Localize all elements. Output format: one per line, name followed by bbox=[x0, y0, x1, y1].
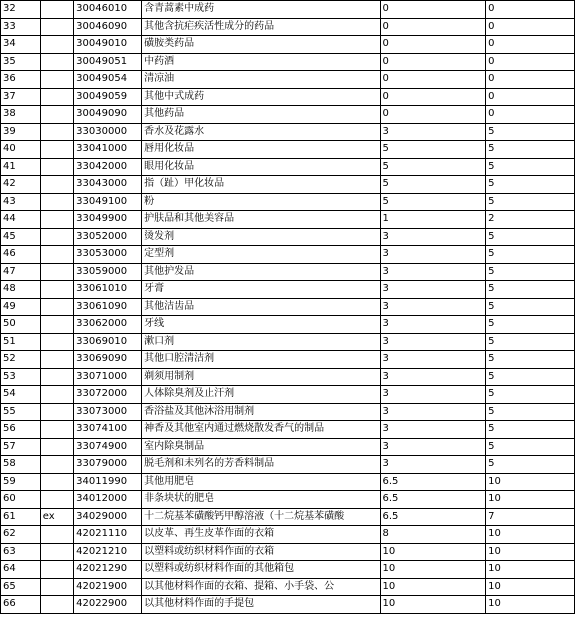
ex-marker-cell bbox=[40, 158, 73, 176]
ex-marker-cell bbox=[40, 438, 73, 456]
table-row bbox=[1, 246, 575, 264]
ex-marker-cell bbox=[40, 491, 73, 509]
row-number-cell: 42 bbox=[1, 176, 41, 194]
tariff-code-cell: 33062000 bbox=[74, 316, 142, 334]
table-row bbox=[1, 18, 575, 36]
table-row bbox=[1, 141, 575, 159]
ex-marker-cell bbox=[40, 561, 73, 579]
rate-1-cell: 5 bbox=[380, 193, 486, 211]
rate-1-cell: 3 bbox=[380, 246, 486, 264]
tariff-code-cell: 30049059 bbox=[74, 88, 142, 106]
rate-1-cell: 3 bbox=[380, 403, 486, 421]
row-number-cell: 38 bbox=[1, 106, 41, 124]
product-name-cell: 以其他材料作面的手提包 bbox=[142, 596, 380, 614]
table-row bbox=[1, 368, 575, 386]
tariff-code-cell: 33061010 bbox=[74, 281, 142, 299]
table-row bbox=[1, 158, 575, 176]
rate-1-cell: 0 bbox=[380, 88, 486, 106]
row-number-cell: 35 bbox=[1, 53, 41, 71]
rate-1-cell: 3 bbox=[380, 316, 486, 334]
product-name-cell: 磺胺类药品 bbox=[142, 36, 380, 54]
tariff-code-cell: 30046090 bbox=[74, 18, 142, 36]
ex-marker-cell bbox=[40, 193, 73, 211]
product-name-cell: 指（趾）甲化妆品 bbox=[142, 176, 380, 194]
tariff-code-cell: 34029000 bbox=[74, 508, 142, 526]
tariff-code-cell: 33059000 bbox=[74, 263, 142, 281]
row-number-cell: 66 bbox=[1, 596, 41, 614]
rate-2-cell: 0 bbox=[486, 1, 575, 19]
rate-1-cell: 8 bbox=[380, 526, 486, 544]
row-number-cell: 58 bbox=[1, 456, 41, 474]
product-name-cell: 牙膏 bbox=[142, 281, 380, 299]
row-number-cell: 36 bbox=[1, 71, 41, 89]
row-number-cell: 60 bbox=[1, 491, 41, 509]
row-number-cell: 41 bbox=[1, 158, 41, 176]
tariff-code-cell: 33074900 bbox=[74, 438, 142, 456]
table-row bbox=[1, 193, 575, 211]
product-name-cell: 其他用肥皂 bbox=[142, 473, 380, 491]
product-name-cell: 定型剂 bbox=[142, 246, 380, 264]
rate-2-cell: 5 bbox=[486, 141, 575, 159]
rate-1-cell: 6.5 bbox=[380, 508, 486, 526]
tariff-code-cell: 33052000 bbox=[74, 228, 142, 246]
tariff-code-cell: 33053000 bbox=[74, 246, 142, 264]
row-number-cell: 43 bbox=[1, 193, 41, 211]
rate-1-cell: 0 bbox=[380, 36, 486, 54]
rate-1-cell: 3 bbox=[380, 281, 486, 299]
tariff-code-cell: 34011990 bbox=[74, 473, 142, 491]
rate-1-cell: 0 bbox=[380, 18, 486, 36]
product-name-cell: 其他口腔清洁剂 bbox=[142, 351, 380, 369]
rate-1-cell: 3 bbox=[380, 298, 486, 316]
rate-2-cell: 10 bbox=[486, 596, 575, 614]
ex-marker-cell bbox=[40, 473, 73, 491]
row-number-cell: 59 bbox=[1, 473, 41, 491]
ex-marker-cell bbox=[40, 403, 73, 421]
row-number-cell: 39 bbox=[1, 123, 41, 141]
tariff-code-cell: 42021210 bbox=[74, 543, 142, 561]
ex-marker-cell bbox=[40, 211, 73, 229]
rate-2-cell: 10 bbox=[486, 578, 575, 596]
product-name-cell: 护肤品和其他美容品 bbox=[142, 211, 380, 229]
ex-marker-cell bbox=[40, 526, 73, 544]
rate-2-cell: 5 bbox=[486, 298, 575, 316]
ex-marker-cell bbox=[40, 228, 73, 246]
table-row bbox=[1, 88, 575, 106]
ex-marker-cell: ex bbox=[40, 508, 73, 526]
ex-marker-cell bbox=[40, 543, 73, 561]
rate-2-cell: 10 bbox=[486, 561, 575, 579]
rate-1-cell: 10 bbox=[380, 578, 486, 596]
tariff-code-cell: 30049051 bbox=[74, 53, 142, 71]
rate-1-cell: 3 bbox=[380, 351, 486, 369]
table-row bbox=[1, 578, 575, 596]
tariff-code-cell: 33049100 bbox=[74, 193, 142, 211]
product-name-cell: 室内除臭制品 bbox=[142, 438, 380, 456]
product-name-cell: 剃须用制剂 bbox=[142, 368, 380, 386]
tariff-code-cell: 30049090 bbox=[74, 106, 142, 124]
rate-2-cell: 10 bbox=[486, 473, 575, 491]
row-number-cell: 54 bbox=[1, 386, 41, 404]
ex-marker-cell bbox=[40, 421, 73, 439]
product-name-cell: 以塑料或纺织材料作面的其他箱包 bbox=[142, 561, 380, 579]
rate-2-cell: 10 bbox=[486, 526, 575, 544]
rate-2-cell: 5 bbox=[486, 421, 575, 439]
ex-marker-cell bbox=[40, 18, 73, 36]
tariff-code-cell: 33074100 bbox=[74, 421, 142, 439]
row-number-cell: 53 bbox=[1, 368, 41, 386]
table-row bbox=[1, 421, 575, 439]
row-number-cell: 49 bbox=[1, 298, 41, 316]
rate-1-cell: 3 bbox=[380, 456, 486, 474]
tariff-code-cell: 33073000 bbox=[74, 403, 142, 421]
rate-1-cell: 3 bbox=[380, 123, 486, 141]
product-name-cell: 其他含抗疟疾活性成分的药品 bbox=[142, 18, 380, 36]
rate-1-cell: 3 bbox=[380, 228, 486, 246]
row-number-cell: 44 bbox=[1, 211, 41, 229]
table-row bbox=[1, 53, 575, 71]
rate-1-cell: 0 bbox=[380, 53, 486, 71]
ex-marker-cell bbox=[40, 71, 73, 89]
row-number-cell: 32 bbox=[1, 1, 41, 19]
row-number-cell: 37 bbox=[1, 88, 41, 106]
tariff-code-cell: 33079000 bbox=[74, 456, 142, 474]
rate-2-cell: 5 bbox=[486, 351, 575, 369]
tariff-code-cell: 42021900 bbox=[74, 578, 142, 596]
table-row bbox=[1, 263, 575, 281]
product-name-cell: 香浴盐及其他沐浴用制剂 bbox=[142, 403, 380, 421]
row-number-cell: 46 bbox=[1, 246, 41, 264]
row-number-cell: 45 bbox=[1, 228, 41, 246]
table-row bbox=[1, 386, 575, 404]
tariff-code-cell: 33072000 bbox=[74, 386, 142, 404]
table-row bbox=[1, 543, 575, 561]
row-number-cell: 62 bbox=[1, 526, 41, 544]
rate-1-cell: 0 bbox=[380, 71, 486, 89]
rate-1-cell: 10 bbox=[380, 596, 486, 614]
table-row bbox=[1, 106, 575, 124]
ex-marker-cell bbox=[40, 456, 73, 474]
ex-marker-cell bbox=[40, 298, 73, 316]
tariff-code-cell: 30049054 bbox=[74, 71, 142, 89]
rate-1-cell: 3 bbox=[380, 421, 486, 439]
ex-marker-cell bbox=[40, 281, 73, 299]
product-name-cell: 以塑料或纺织材料作面的衣箱 bbox=[142, 543, 380, 561]
table-row bbox=[1, 36, 575, 54]
rate-1-cell: 10 bbox=[380, 543, 486, 561]
ex-marker-cell bbox=[40, 596, 73, 614]
rate-1-cell: 5 bbox=[380, 176, 486, 194]
ex-marker-cell bbox=[40, 123, 73, 141]
product-name-cell: 牙线 bbox=[142, 316, 380, 334]
rate-2-cell: 5 bbox=[486, 403, 575, 421]
product-name-cell: 以其他材料作面的衣箱、提箱、小手袋、公 bbox=[142, 578, 380, 596]
row-number-cell: 61 bbox=[1, 508, 41, 526]
rate-1-cell: 3 bbox=[380, 263, 486, 281]
rate-1-cell: 5 bbox=[380, 158, 486, 176]
product-name-cell: 清凉油 bbox=[142, 71, 380, 89]
table-row bbox=[1, 438, 575, 456]
ex-marker-cell bbox=[40, 53, 73, 71]
rate-2-cell: 0 bbox=[486, 106, 575, 124]
row-number-cell: 50 bbox=[1, 316, 41, 334]
tariff-code-cell: 42021290 bbox=[74, 561, 142, 579]
product-name-cell: 脱毛剂和未列名的芳香料制品 bbox=[142, 456, 380, 474]
product-name-cell: 其他中式成药 bbox=[142, 88, 380, 106]
product-name-cell: 烫发剂 bbox=[142, 228, 380, 246]
rate-2-cell: 5 bbox=[486, 176, 575, 194]
rate-1-cell: 1 bbox=[380, 211, 486, 229]
product-name-cell: 香水及花露水 bbox=[142, 123, 380, 141]
table-row bbox=[1, 526, 575, 544]
table-row bbox=[1, 351, 575, 369]
rate-2-cell: 5 bbox=[486, 246, 575, 264]
tariff-code-cell: 33042000 bbox=[74, 158, 142, 176]
tariff-code-cell: 33069010 bbox=[74, 333, 142, 351]
table-row bbox=[1, 1, 575, 19]
product-name-cell: 人体除臭剂及止汗剂 bbox=[142, 386, 380, 404]
rate-2-cell: 5 bbox=[486, 281, 575, 299]
tariff-code-cell: 33071000 bbox=[74, 368, 142, 386]
row-number-cell: 56 bbox=[1, 421, 41, 439]
row-number-cell: 47 bbox=[1, 263, 41, 281]
rate-2-cell: 10 bbox=[486, 491, 575, 509]
ex-marker-cell bbox=[40, 141, 73, 159]
row-number-cell: 40 bbox=[1, 141, 41, 159]
product-name-cell: 非条块状的肥皂 bbox=[142, 491, 380, 509]
tariff-code-cell: 33049900 bbox=[74, 211, 142, 229]
rate-2-cell: 5 bbox=[486, 123, 575, 141]
product-name-cell: 眼用化妆品 bbox=[142, 158, 380, 176]
ex-marker-cell bbox=[40, 578, 73, 596]
rate-1-cell: 6.5 bbox=[380, 491, 486, 509]
table-row bbox=[1, 211, 575, 229]
rate-2-cell: 0 bbox=[486, 53, 575, 71]
rate-2-cell: 5 bbox=[486, 386, 575, 404]
row-number-cell: 55 bbox=[1, 403, 41, 421]
row-number-cell: 48 bbox=[1, 281, 41, 299]
rate-1-cell: 0 bbox=[380, 106, 486, 124]
rate-2-cell: 5 bbox=[486, 316, 575, 334]
ex-marker-cell bbox=[40, 333, 73, 351]
ex-marker-cell bbox=[40, 36, 73, 54]
rate-1-cell: 0 bbox=[380, 1, 486, 19]
rate-2-cell: 5 bbox=[486, 368, 575, 386]
product-name-cell: 十二烷基苯磺酸钙甲醇溶液（十二烷基苯磺酸 bbox=[142, 508, 380, 526]
rate-2-cell: 0 bbox=[486, 88, 575, 106]
tariff-code-cell: 42022900 bbox=[74, 596, 142, 614]
rate-2-cell: 5 bbox=[486, 193, 575, 211]
table-row bbox=[1, 491, 575, 509]
rate-2-cell: 5 bbox=[486, 456, 575, 474]
tariff-code-cell: 34012000 bbox=[74, 491, 142, 509]
rate-1-cell: 10 bbox=[380, 561, 486, 579]
rate-2-cell: 5 bbox=[486, 228, 575, 246]
ex-marker-cell bbox=[40, 263, 73, 281]
row-number-cell: 57 bbox=[1, 438, 41, 456]
tariff-code-cell: 33061090 bbox=[74, 298, 142, 316]
ex-marker-cell bbox=[40, 246, 73, 264]
table-row bbox=[1, 403, 575, 421]
rate-2-cell: 5 bbox=[486, 438, 575, 456]
rate-2-cell: 0 bbox=[486, 36, 575, 54]
row-number-cell: 65 bbox=[1, 578, 41, 596]
tariff-code-cell: 33043000 bbox=[74, 176, 142, 194]
row-number-cell: 34 bbox=[1, 36, 41, 54]
ex-marker-cell bbox=[40, 1, 73, 19]
product-name-cell: 其他药品 bbox=[142, 106, 380, 124]
row-number-cell: 33 bbox=[1, 18, 41, 36]
product-name-cell: 以皮革、再生皮革作面的衣箱 bbox=[142, 526, 380, 544]
rate-2-cell: 5 bbox=[486, 158, 575, 176]
product-name-cell: 其他洁齿品 bbox=[142, 298, 380, 316]
product-name-cell: 粉 bbox=[142, 193, 380, 211]
product-name-cell: 唇用化妆品 bbox=[142, 141, 380, 159]
ex-marker-cell bbox=[40, 368, 73, 386]
table-row bbox=[1, 561, 575, 579]
row-number-cell: 51 bbox=[1, 333, 41, 351]
table-row bbox=[1, 508, 575, 526]
product-name-cell: 神香及其他室内通过燃烧散发香气的制品 bbox=[142, 421, 380, 439]
rate-2-cell: 2 bbox=[486, 211, 575, 229]
tariff-code-cell: 30046010 bbox=[74, 1, 142, 19]
ex-marker-cell bbox=[40, 386, 73, 404]
table-row bbox=[1, 473, 575, 491]
table-row bbox=[1, 281, 575, 299]
table-row bbox=[1, 298, 575, 316]
product-name-cell: 中药酒 bbox=[142, 53, 380, 71]
table-row bbox=[1, 456, 575, 474]
product-name-cell: 漱口剂 bbox=[142, 333, 380, 351]
table-row bbox=[1, 123, 575, 141]
table-row bbox=[1, 71, 575, 89]
ex-marker-cell bbox=[40, 351, 73, 369]
rate-2-cell: 10 bbox=[486, 543, 575, 561]
ex-marker-cell bbox=[40, 316, 73, 334]
table-row bbox=[1, 228, 575, 246]
ex-marker-cell bbox=[40, 106, 73, 124]
product-name-cell: 含青蒿素中成药 bbox=[142, 1, 380, 19]
tariff-code-cell: 33041000 bbox=[74, 141, 142, 159]
rate-2-cell: 0 bbox=[486, 18, 575, 36]
rate-1-cell: 3 bbox=[380, 438, 486, 456]
tariff-code-cell: 33069090 bbox=[74, 351, 142, 369]
row-number-cell: 63 bbox=[1, 543, 41, 561]
ex-marker-cell bbox=[40, 176, 73, 194]
rate-2-cell: 0 bbox=[486, 71, 575, 89]
rate-1-cell: 3 bbox=[380, 368, 486, 386]
product-name-cell: 其他护发品 bbox=[142, 263, 380, 281]
rate-2-cell: 5 bbox=[486, 263, 575, 281]
rate-2-cell: 5 bbox=[486, 333, 575, 351]
table-row bbox=[1, 596, 575, 614]
table-row bbox=[1, 333, 575, 351]
ex-marker-cell bbox=[40, 88, 73, 106]
table-row bbox=[1, 176, 575, 194]
table-row bbox=[1, 316, 575, 334]
tariff-code-cell: 42021110 bbox=[74, 526, 142, 544]
tariff-code-cell: 33030000 bbox=[74, 123, 142, 141]
rate-1-cell: 6.5 bbox=[380, 473, 486, 491]
rate-1-cell: 3 bbox=[380, 333, 486, 351]
row-number-cell: 52 bbox=[1, 351, 41, 369]
rate-1-cell: 3 bbox=[380, 386, 486, 404]
row-number-cell: 64 bbox=[1, 561, 41, 579]
tariff-code-cell: 30049010 bbox=[74, 36, 142, 54]
tariff-table-body bbox=[1, 1, 575, 614]
rate-1-cell: 5 bbox=[380, 141, 486, 159]
rate-2-cell: 7 bbox=[486, 508, 575, 526]
